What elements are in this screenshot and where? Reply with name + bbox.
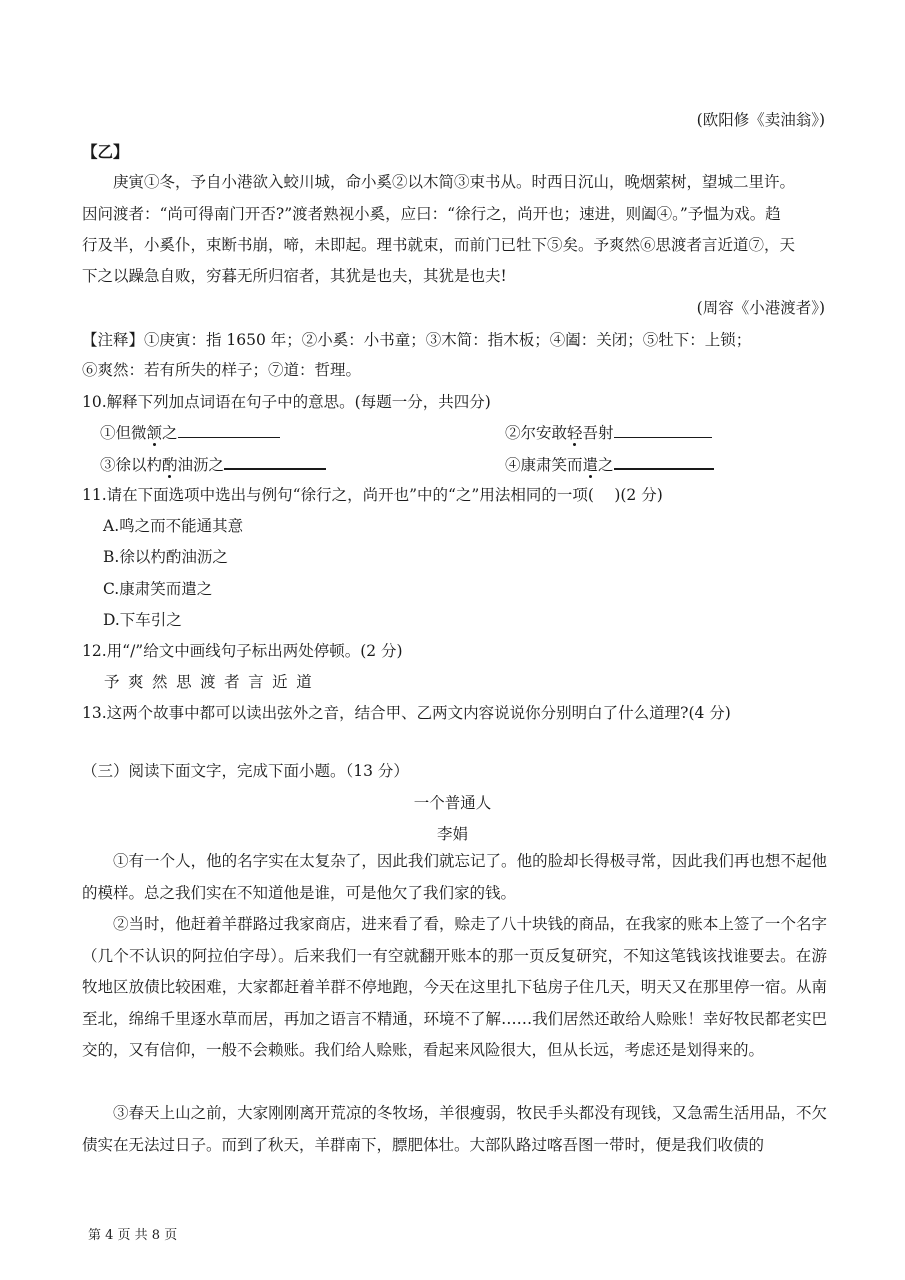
answer-blank[interactable]: [178, 421, 280, 438]
question-10-item: ③徐以杓酌油沥之: [100, 452, 326, 475]
question-12-sentence: 予爽然思渡者言近道: [104, 673, 321, 691]
question-11-option[interactable]: C.康肃笑而遣之: [103, 580, 213, 598]
answer-blank[interactable]: [614, 421, 712, 438]
article-title: 一个普通人: [413, 794, 492, 812]
article-author: 李娟: [436, 825, 468, 843]
article-paragraph-1: ①有一个人，他的名字实在太复杂了，因此我们就忘记了。他的脸却长得极寻常，因此我们再也想不起他的模样。总之我们实在不知道他是谁，可是他欠了我们家的钱。: [82, 852, 827, 902]
article-paragraph-3: ③春天上山之前，大家刚刚离开荒凉的冬牧场，羊很瘦弱，牧民手头都没有现钱，又急需生活用品，不欠债实在无法过日子。而到了秋天，羊群南下，膘肥体壮。大部队路过喀吾图一带时，便是我们收债的: [82, 1104, 827, 1154]
question-11-option[interactable]: D.下车引之: [103, 611, 182, 629]
passage-b-line: 因问渡者：“尚可得南门开否?”渡者熟视小奚，应曰：“徐行之，尚开也；速进，则阖④。”予愠为戏。趋: [82, 205, 781, 223]
passage-b-source: (周容《小港渡者》): [696, 299, 825, 317]
passage-b-line: 下之以躁急自败，穷暮无所归宿者，其犹是也夫，其犹是也夫!: [82, 267, 507, 285]
section-3-heading: （三）阅读下面文字，完成下面小题。（13 分）: [82, 762, 409, 780]
question-11-option[interactable]: B.徐以杓酌油沥之: [103, 548, 228, 566]
article-paragraph-2: ②当时，他赶着羊群路过我家商店，进来看了看，赊走了八十块钱的商品，在我家的账本上签了一个名字（几个不认识的阿拉伯字母）。后来我们一有空就翻开账本的那一页反复研究，不知这笔钱该找谁要去。在游牧地区放债比较困难，大家都赶着羊群不停地跑，今天在这里扎下毡房子住几天，明天又在那里停一宿。从南至北，绵绵千里逐水草而居，再加之语言不精通，环境不了解……我们居然还敢给人赊账！幸好牧民都老实巴交的，又有信仰，一般不会赖账。我们给人赊账，看起来风险很大，但从长远，考虑还是划得来的。: [82, 915, 827, 1059]
question-10-stem: 10.解释下列加点词语在句子中的意思。(每题一分，共四分): [82, 393, 491, 411]
answer-blank[interactable]: [614, 452, 714, 470]
answer-blank[interactable]: [224, 452, 326, 470]
question-10-item: ②尔安敢轻吾射: [505, 421, 712, 443]
question-13-stem: 13.这两个故事中都可以读出弦外之音，结合甲、乙两文内容说说你分别明白了什么道理?(4 分): [82, 704, 731, 722]
notes-line: 【注释】①庚寅：指 1650 年；②小奚：小书童；③木简：指木板；④阖：关闭；⑤牡下：上锁；: [82, 331, 752, 349]
notes-line: ⑥爽然：若有所失的样子；⑦道：哲理。: [82, 361, 362, 379]
passage-b-line: 行及半，小奚仆，束断书崩，啼，未即起。理书就束，而前门已牡下⑤矣。予爽然⑥思渡者言近道⑦，天: [82, 236, 796, 254]
question-12-stem: 12.用“/”给文中画线句子标出两处停顿。(2 分): [82, 642, 403, 660]
page-footer: 第 4 页 共 8 页: [88, 1228, 178, 1243]
passage-b-line: 庚寅①冬，予自小港欲入蛟川城，命小奚②以木简③束书从。时西日沉山，晚烟萦树，望城二里许。: [113, 173, 796, 191]
passage-b-heading: 【乙】: [82, 142, 129, 161]
question-11-stem: 11.请在下面选项中选出与例句“徐行之，尚开也”中的“之”用法相同的一项( )(2 分): [82, 486, 663, 504]
question-11-option[interactable]: A.鸣之而不能通其意: [103, 517, 244, 535]
question-10-item: ①但微颔之: [100, 421, 280, 443]
passage-a-source: (欧阳修《卖油翁》): [696, 111, 825, 129]
question-10-item: ④康肃笑而遣之: [505, 452, 714, 475]
